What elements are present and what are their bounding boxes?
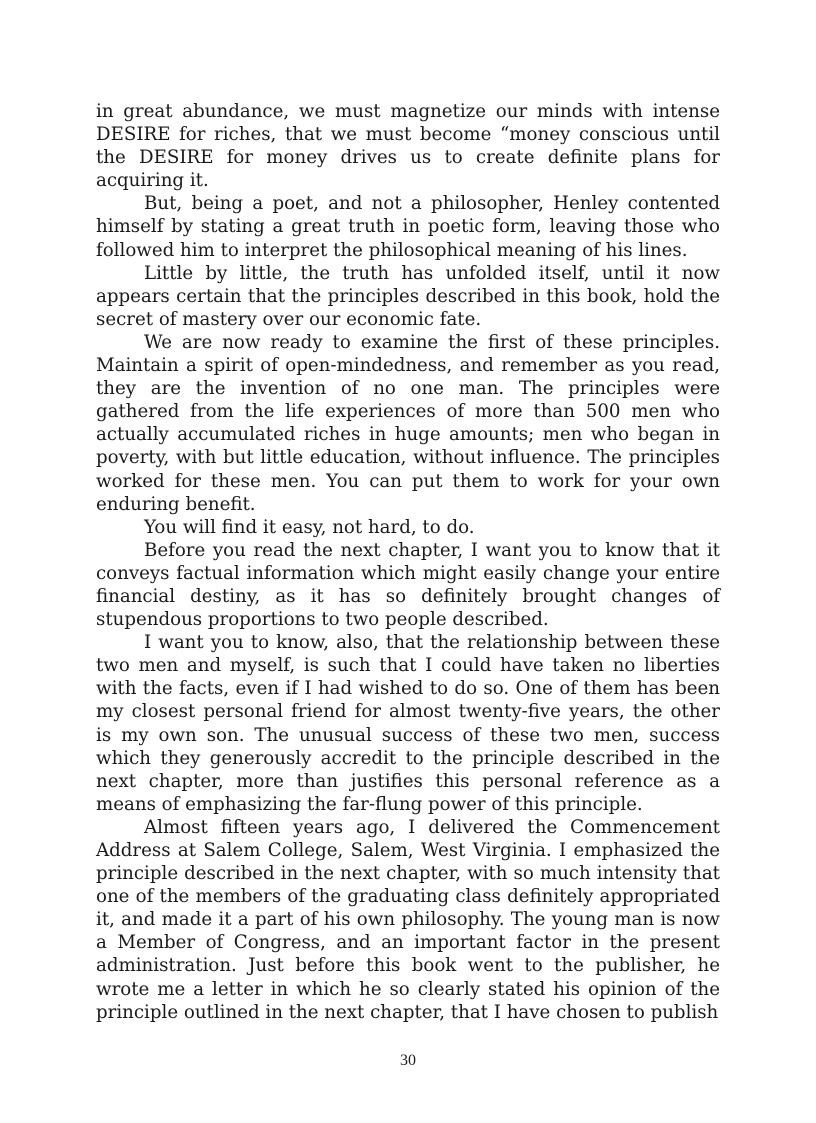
paragraph: Little by little, the truth has unfolded itself, until it now appears certain that the principles described in this book, hold the secret of mastery over our economic fate. (96, 262, 720, 330)
paragraph: You will find it easy, not hard, to do. (144, 516, 475, 538)
paragraph: in great abundance, we must magnetize our minds with intense DESIRE for riches, that we must become “money conscious until the DESIRE for money drives us to create definite plans for acquiring it. (96, 101, 720, 192)
paragraph: I want you to know, also, that the relationship between these two men and myself, is such that I could have taken no liberties with the facts, even if I had wished to do so. One of them has been my closest personal friend for almost twenty-five years, the other is my own son. The unusual success of these two men, success which they generously accredit to the principle described in the next chapter, more than justifies this personal reference as a means of emphasizing the far-flung power of this principle. (96, 632, 720, 815)
paragraph: But, being a poet, and not a philosopher, Henley contented himself by stating a great truth in poetic form, leaving those who followed him to interpret the philosophical meaning of his lines. (96, 193, 720, 261)
paragraph: We are now ready to examine the first of these principles. Maintain a spirit of open-mindedness, and remember as you read, they are the invention of no one man. The principles were gathered from the life experiences of more than 500 men who actually accumulated riches in huge amounts; men who began in poverty, with but little education, without influence. The principles worked for these men. You can put them to work for your own enduring benefit. (96, 331, 720, 515)
page-number: 30 (400, 1052, 416, 1069)
paragraph: Almost fifteen years ago, I delivered the Commencement Address at Salem College, Salem, West Virginia. I emphasized the principle described in the next chapter, with so much intensity that one of the members of the graduating class definitely appropriated it, and made it a part of his own philosophy. The young man is now a Member of Congress, and an important factor in the present administration. Just before this book went to the publisher, he wrote me a letter in which he so clearly stated his opinion of the principle outlined in the next chapter, that I have chosen to publish (96, 816, 720, 1023)
page-body (96, 100, 720, 1024)
paragraph: Before you read the next chapter, I want you to know that it conveys factual information which might easily change your entire financial destiny, as it has so definitely brought changes of stupendous proportions to two people described. (96, 539, 720, 631)
